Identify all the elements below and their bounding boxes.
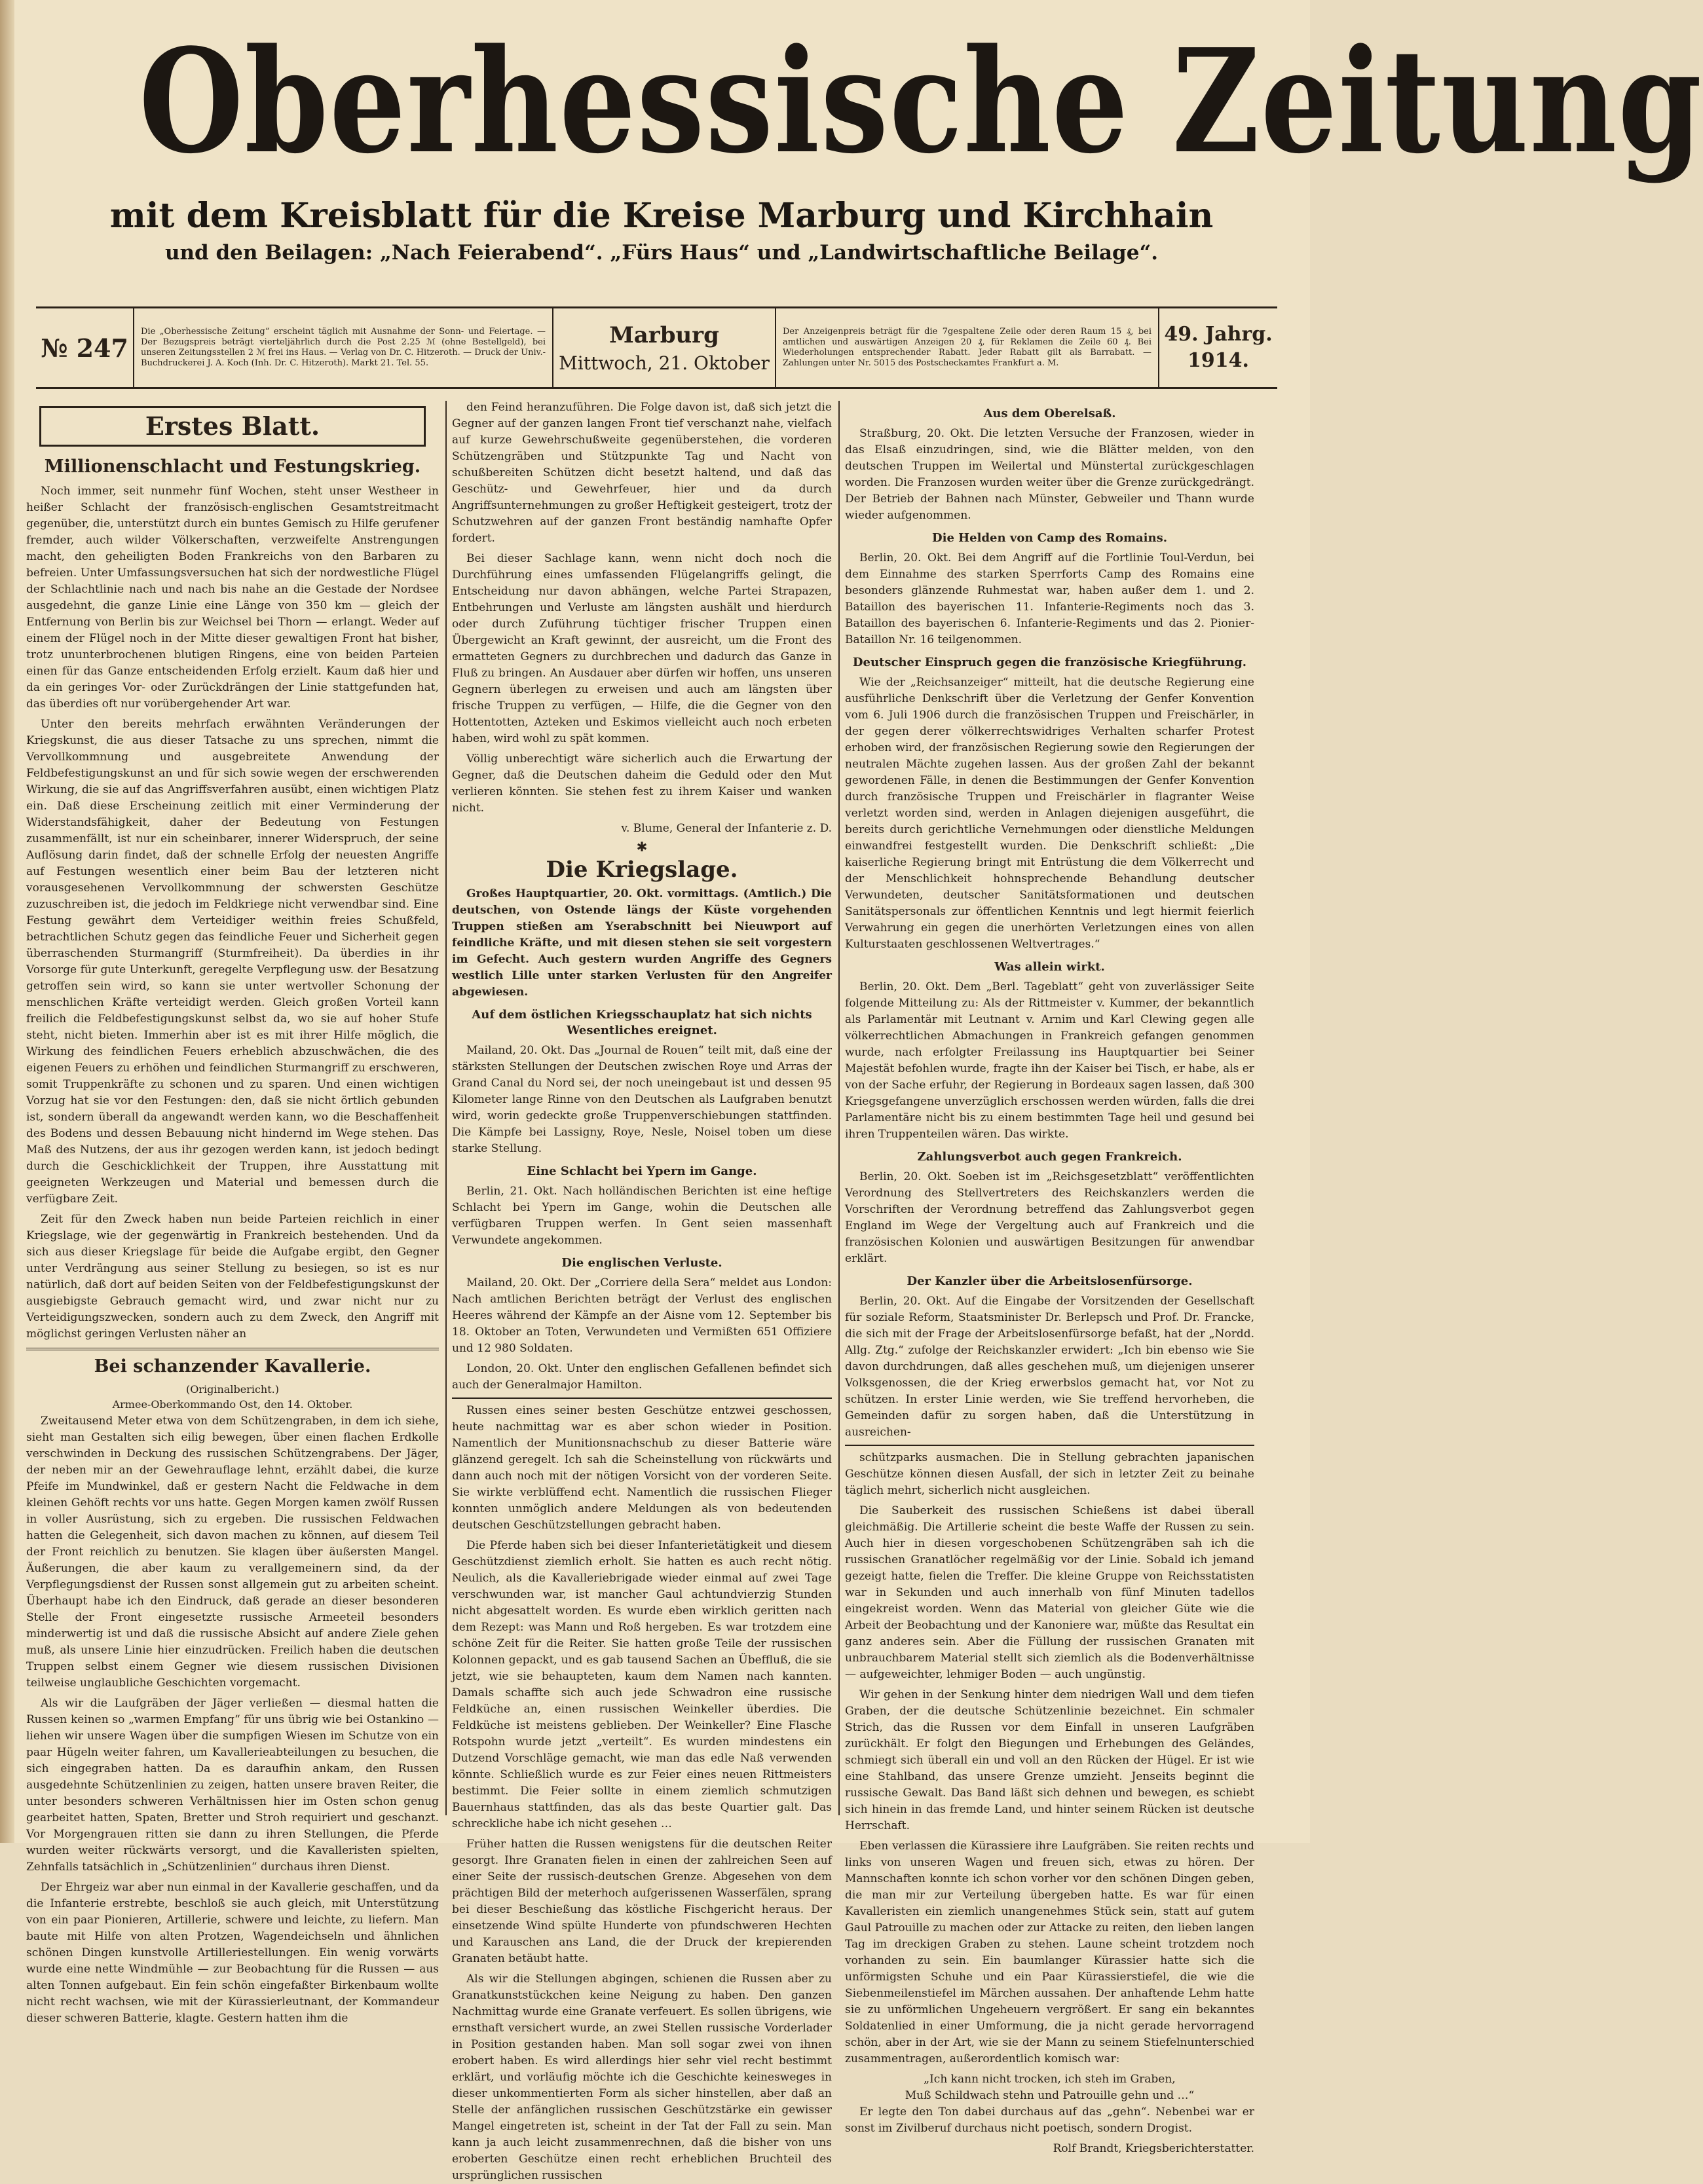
article-paragraph: Völlig unberechtigt wäre sicherlich auch die Erwartung der Gegner, daß die Deutschen daheim die Geduld oder den Mut verlieren könnten. Sie stehen fest zu ihrem Kaiser und wanken nicht. <box>452 752 832 815</box>
column-3 <box>845 399 1254 2155</box>
article-subheading: Aus dem Oberelsaß. <box>983 407 1116 420</box>
column-rule <box>838 401 840 1815</box>
article-paragraph: Als wir die Laufgräben der Jäger verließen — diesmal hatten die Russen keinen so „warmen Empfang“ für uns übrig wie bei Ostankino — liehen wir unsere Wagen über die sumpfigen Wiesen im Schutze von ein paar Hügeln weiter fahren, um Kavallerieabteilungen zu besuchen, die sich eingegraben hatten. Da es daraufhin ankam, den Russen ausgedehnte Schützenlinien zu zeigen, hatten unsere braven Reiter, die unter besonders schweren Verhältnissen hier im Osten schon genug gearbeitet hatten, Spaten, Bretter und Stroh requiriert und geschanzt. Vor Morgengrauen ritten sie dann zu ihren Stellungen, die Pferde wurden weiter rückwärts versorgt, und die Kavalleristen spielten, Zehnfalls tatsächlich in „Schützenlinien“ durchaus ihren Dienst. <box>26 1697 439 1874</box>
issue-date: Mittwoch, 21. Oktober <box>559 352 770 374</box>
article-paragraph: Noch immer, seit nunmehr fünf Wochen, steht unser Westheer in heißer Schlacht der französisch-englischen Gesamtstreitmacht gegenüber, die, unterstützt durch ein buntes Gemisch zu Hilfe gerufener fremder, auch wilder Völkerschaften, verzweifelte Anstrengungen macht, den geheiligten Boden Frankreichs von den Barbaren zu befreien. Unter Umfassungsversuchen hat sich der nordwestliche Flügel der Schlachtlinie nach und nach bis nahe an die Gestade der Nordsee ausgedehnt, die ganze Linie eine Länge von 350 km — gleich der Entfernung von Berlin bis zur Weichsel bei Thorn — erlangt. Weder auf einem der Flügel noch in der Mitte dieser gewaltigen Front hat bisher, trotz ununterbrochenen blutigen Ringens, eine von beiden Parteien einen für das Ganze entscheidenden Erfolg erzielt. Kaum daß hier und da ein geringes Vor- oder Zurückdrängen der Linie stattgefunden hat, das überdies oft nur vorübergehender Art war. <box>26 485 439 711</box>
divider <box>26 1348 439 1350</box>
divider <box>452 1397 832 1399</box>
issue-number: № 247 <box>36 308 134 387</box>
article-paragraph: Mailand, 20. Okt. Das „Journal de Rouen“ teilt mit, daß eine der stärksten Stellungen der Deutschen zwischen Roye und Arras der Grand Canal du Nord sei, der noch uneingebaut ist und dessen 95 Kilometer lange Rinne von den Deutschen als Laufgraben benutzt wird, worin gedeckte große Truppenverschiebungen stattfinden. Die Kämpfe bei Lassigny, Roye, Nesle, Noisel toben um diese starke Stellung. <box>452 1044 832 1155</box>
article-dateline: Armee-Oberkommando Ost, den 14. Oktober. <box>112 1398 353 1411</box>
article-signature: v. Blume, General der Infanterie z. D. <box>621 822 832 835</box>
poem-line: Muß Schildwach stehn und Patrouille gehn und …“ <box>905 2089 1195 2102</box>
newspaper-title: Oberhessische Zeitung <box>139 18 1703 185</box>
masthead <box>39 18 1703 266</box>
article-paragraph: den Feind heranzuführen. Die Folge davon ist, daß sich jetzt die Gegner auf der ganzen langen Front tief verschanzt nahe, vielfach auf kurze Gewehrschußweite gegenüberstehen, die vorderen Schützengräben und Stützpunkte Tag und Nacht von schußbereiten Schützen dicht besetzt haltend, und daß das Geschütz- und Gewehrfeuer, hier und da durch Angriffsunternehmungen zu großer Heftigkeit gesteigert, trotz der Schutzwehren auf der ganzen Front beständig namhafte Opfer fordert. <box>452 401 832 545</box>
article-headline: Millionenschlacht und Festungskrieg. <box>44 456 421 477</box>
issue-info-bar <box>36 306 1277 389</box>
article-paragraph: Er legte den Ton dabei durchaus auf das „gehn“. Nebenbei war er sonst im Zivilberuf durchaus nicht poetisch, sondern Drogist. <box>845 2105 1254 2135</box>
article-author: Rolf Brandt, Kriegsberichterstatter. <box>1053 2142 1254 2155</box>
column-2 <box>452 399 832 2182</box>
article-paragraph: Berlin, 20. Okt. Soeben ist im „Reichsgesetzblatt“ veröffentlichten Verordnung des Stellvertreters des Reichskanzlers werden die Vorschriften der Verordnung betreffend das Zahlungsverbot gegen England im Wege der Vergeltung auch auf Frankreich und die französischen Kolonien und auswärtigen Besitzungen für anwendbar erklärt. <box>845 1170 1254 1265</box>
article-paragraph: London, 20. Okt. Unter den englischen Gefallenen befindet sich auch der Generalmajor Hamilton. <box>452 1362 832 1392</box>
article-headline: Bei schanzender Kavallerie. <box>94 1356 371 1377</box>
publisher-note: Die „Oberhessische Zeitung“ erscheint täglich mit Ausnahme der Sonn- und Feiertage. — Der Bezugspreis beträgt vierteljährlich durch die Post 2.25 ℳ (ohne Bestellgeld), bei unseren Zeitungsstellen 2 ℳ frei ins Haus. — Verlag von Dr. C. Hitzeroth. — Druck der Univ.-Buchdruckerei J. A. Koch (Inh. Dr. C. Hitzeroth). Markt 21. Tel. 55. <box>134 308 553 387</box>
article-paragraph: Der Ehrgeiz war aber nun einmal in der Kavallerie geschaffen, und da die Infanterie erstrebte, beschloß sie auch gleich, mit Unterstützung von ein paar Pionieren, Artillerie, schwere und leichte, zu liefern. Man baute mit Hilfe von alten Protzen, Wagendeichseln und ähnlichen schönen Dingen kunstvolle Artilleriestellungen. Ein wenig vorwärts wurde eine nette Windmühle — zur Beobachtung für die Russen — aus alten Tonnen aufgebaut. Ein fein schön eingefaßter Birkenbaum wollte nicht recht wachsen, wie mit der Kürassierleutnant, der Kommandeur dieser schweren Batterie, klagte. Gestern hatten ihm die <box>26 1881 439 2025</box>
article-paragraph: Mailand, 20. Okt. Der „Corriere della Sera“ meldet aus London: Nach amtlichen Berichten beträgt der Verlust des englischen Heeres während der Kämpfe an der Aisne vom 12. September bis 18. Oktober an Toten, Verwundeten und Vermißten 651 Offiziere und 12 980 Soldaten. <box>452 1276 832 1355</box>
article-paragraph: Berlin, 20. Okt. Bei dem Angriff auf die Fortlinie Toul-Verdun, bei dem Einnahme des starken Sperrforts Camp des Romains eine besonders glänzende Ruhmestat war, haben außer dem 1. und 2. Bataillon des bayerischen 11. Infanterie-Regiments noch das 3. Bataillon des bayerischen 6. Infanterie-Regiments und das 2. Pionier-Bataillon Nr. 16 teilgenommen. <box>845 551 1254 646</box>
article-paragraph: Eben verlassen die Kürassiere ihre Laufgräben. Sie reiten rechts und links von unseren Wagen und freuen sich, etwas zu hören. Der Mannschaften konnte ich schon vorher vor den schönen Dingen geben, die man mir zur Verteilung übergeben hatte. Es war für einen Kavalleristen ein ziemlich unangenehmes Stück sein, statt auf gutem Gaul Patrouille zu machen oder zur Attacke zu reiten, den lieben langen Tag im dreckigen Graben zu stehen. Laune scheint trotzdem noch vorhanden zu sein. Ein baumlanger Kürassier hatte sich die unförmigsten Schuhe und ein Paar Kürassierstiefel, die wie die Siebenmeilenstiefel im Märchen aussahen. Der anhaftende Lehm hatte sie zu unförmlichen Ungeheuern vergrößert. Er sang ein bekanntes Soldatenlied in einer Umformung, die ja nicht gerade hervorragend schön, aber in der Art, wie sie der Mann zu seinem Stiefelnunterschied zusammentragen, außerordentlich komisch war: <box>845 1840 1254 2065</box>
article-subheading: Der Kanzler über die Arbeitslosenfürsorge. <box>907 1274 1193 1288</box>
article-headline: Die Kriegslage. <box>546 857 738 883</box>
article-subheading: Die Helden von Camp des Romains. <box>932 531 1167 545</box>
article-paragraph: Berlin, 20. Okt. Dem „Berl. Tageblatt“ geht von zuverlässiger Seite folgende Mitteilung zu: Als der Rittmeister v. Kummer, der bekanntlich als Parlamentär mit Leutnant v. Arnim und Karl Clewing gegen alle völkerrechtlichen Abmachungen in Frankreich gefangen genommen wurde, nach erfolgter Freilassung ins Hauptquartier bei Seiner Majestät befohlen wurde, fragte ihn der Kaiser bei Tisch, er habe, als er von der Sache erfuhr, der Regierung in Bordeaux sagen lassen, daß 300 Kriegsgefangene unverzüglich erschossen werden würden, falls die drei Parlamentäre nicht bis zu einem bestimmten Tage heil und gesund bei ihren Truppenteilen wären. Das wirkte. <box>845 980 1254 1141</box>
article-subheading: Auf dem östlichen Kriegsschauplatz hat sich nichts Wesentliches ereignet. <box>472 1008 812 1037</box>
volume: 49. Jahrg. <box>1164 323 1273 346</box>
article-paragraph: Als wir die Stellungen abgingen, schienen die Russen aber zu Granatkunststückchen keine Neigung zu haben. Den ganzen Nachmittag wurde eine Granate verfeuert. Es sollen übrigens, wie ernsthaft versichert wurde, an zwei Stellen russische Vorderlader in Position gestanden haben. Man soll sogar zwei von ihnen erobert haben. Es wird allerdings hier sehr viel recht bestimmt erklärt, und vorläufig möchte ich die Geschichte keinesweges in dieser unkommentierten Form als sicher hinstellen, aber daß an Stelle der anfänglichen russischen Geschützstärke ein gewisser Mangel eingetreten ist, scheint in der Tat der Fall zu sein. Man kann ja auch leicht zusammenrechnen, daß die bisher von uns eroberten Geschütze einen recht erheblichen Bruchteil des ursprünglichen russischen <box>452 1972 832 2182</box>
volume-year <box>1159 308 1277 387</box>
newspaper-supplements: und den Beilagen: „Nach Feierabend“. „Fürs Haus“ und „Landwirtschaftliche Beilage“. <box>164 241 1159 265</box>
article-subheading: Deutscher Einspruch gegen die französische Kriegführung. <box>852 656 1247 669</box>
city-name: Marburg <box>609 322 719 348</box>
poem-line: „Ich kann nicht trocken, ich steh im Graben, <box>924 2073 1176 2086</box>
section-head: Erstes Blatt. <box>39 406 426 447</box>
column-1 <box>26 399 439 2025</box>
article-paragraph: Zeit für den Zweck haben nun beide Parteien reichlich in einer Kriegslage, wie der gegenwärtig in Frankreich bestehenden. Und da sich aus dieser Kriegslage für beide die Aufgabe ergibt, den Gegner unter Verdrängung aus seiner Stellung zu besiegen, so ist es nur natürlich, daß dort auf beiden Seiten von der Feldbefestigungskunst der ausgiebigste Gebrauch gemacht wird, und zwar nicht nur zu Verteidigungszwecken, sondern auch zu dem Zweck, den Angriff mit möglichst geringen Verlusten näher an <box>26 1213 439 1341</box>
article-paragraph: Früher hatten die Russen wenigstens für die deutschen Reiter gesorgt. Ihre Granaten fielen in einen der zahlreichen Seen auf einer Seite der russisch-deutschen Grenze. Abgesehen von dem prächtigen Bild der meterhoch aufgerissenen Wasserfälen, sprang bei dieser Beschießung das köstliche Fischgericht heraus. Der einsetzende Wind spülte Hunderte von pfundschweren Hechten und Karauschen ans Land, die der Druck der krepierenden Granaten betäubt hatte. <box>452 1838 832 1965</box>
newspaper-subtitle: mit dem Kreisblatt für die Kreise Marburg und Kirchhain <box>109 196 1214 236</box>
article-paragraph: schützparks ausmachen. Die in Stellung gebrachten japanischen Geschütze können diesen Ausfall, der sich in letzter Zeit zu beinahe täglich mehrt, sicherlich nicht ausgleichen. <box>845 1451 1254 1497</box>
dateline-box <box>553 308 776 387</box>
article-paragraph: Wie der „Reichsanzeiger“ mitteilt, hat die deutsche Regierung eine ausführliche Denkschrift über die Verletzung der Genfer Konvention vom 6. Juli 1906 durch die französischen Truppen und Freischärler, in der gegen derer völkerrechtswidriges Verhalten scharfer Protest erhoben wird, der französischen Regierung sowie den Regierungen der neutralen Mächte zugehen lassen. Aus der großen Zahl der bekannt gewordenen Fälle, in denen die Bestimmungen der Genfer Konvention durch französische Truppen und Freischärler in flagranter Weise verletzt worden sind, werden in Anlagen diejenigen ausgeführt, die bereits durch gerichtliche Vernehmungen oder dienstliche Meldungen einwandfrei festgestellt wurden. Die Denkschrift schließt: „Die kaiserliche Regierung bringt mit Entrüstung die dem Völkerrecht und der Menschlichkeit hohnsprechende Behandlung deutscher Verwundeten, deutscher Sanitätsformationen und deutschen Sanitätspersonals zur öffentlichen Kenntnis und legt hiermit feierlich Verwahrung ein gegen die unerhörten Verletzungen eines von allen Kulturstaaten geschlossenen Weltvertrages.“ <box>845 676 1254 951</box>
article-paragraph: Bei dieser Sachlage kann, wenn nicht doch noch die Durchführung eines umfassenden Flügelangriffs gelingt, die Entscheidung nur davon abhängen, welche Partei Strapazen, Entbehrungen und Verluste am längsten aushält und hierdurch oder durch Zuführung tüchtiger frischer Truppen einen Übergewicht an Kraft gewinnt, der ausreicht, um die Front des ermatteten Gegners zu durchbrechen und dadurch das Ganze in Fluß zu bringen. An Ausdauer aber dürfen wir hoffen, uns unseren Gegnern überlegen zu erweisen und auch am längsten über frische Truppen zu verfügen, — Hilfe, die die Gegner von den Hottentotten, Azteken und Eskimos vielleicht auch noch erbeten haben, wird wohl zu spät kommen. <box>452 552 832 745</box>
article-paragraph: Russen eines seiner besten Geschütze entzwei geschossen, heute nachmittag war es aber schon wieder in Position. Namentlich der Munitionsnachschub zu dieser Batterie wäre glänzend geregelt. Ich sah die Scheinstellung von rückwärts und dann auch noch mit der nötigen Vorsicht von der vorderen Seite. Sie wirkte verblüffend echt. Namentlich die russischen Flieger konnten unmöglich andere Meldungen als von bedeutenden deutschen Geschützstellungen gebracht haben. <box>452 1404 832 1532</box>
article-paragraph: Zweitausend Meter etwa von dem Schützengraben, in dem ich siehe, sieht man Gestalten sich eilig bewegen, über einen flachen Erdkolle verschwinden in Deckung des russischen Schützengrabens. Der Jäger, der neben mir an der Gewehrauflage lehnt, erzählt dabei, die kurze Pfeife im Mundwinkel, daß er gestern Nacht die Feldwache in dem kleinen Gehöft rechts vor uns hatte. Gegen Morgen kamen zwölf Russen in voller Ausrüstung, sich zu ergeben. Die russischen Feldwachen hatten die Gelegenheit, sich davon machen zu können, auf diesem Teil der Front reichlich zu benutzen. Sie klagen über äußersten Mangel. Äußerungen, die aber kaum zu verallgemeinern sind, da der Verpflegungsdienst der Russen sonst allgemein gut zu arbeiten scheint. Überhaupt habe ich den Eindruck, daß gerade an dieser besonderen Stelle der Front eingesetzte russische Armeeteil besonders minderwertig ist und daß die russische Absicht auf andere Ziele gehen muß, als unsere Linie hier einzudrücken. Freilich haben die deutschen Truppen selbst einem Gegner wie diesem russischen Divisionen teilweise unglaubliche Geschichten vorgemacht. <box>26 1415 439 1690</box>
column-rule <box>445 401 447 1815</box>
article-subheading: Eine Schlacht bei Ypern im Gange. <box>527 1164 757 1178</box>
article-paragraph: Wir gehen in der Senkung hinter dem niedrigen Wall und dem tiefen Graben, der die deutsche Schützenlinie bezeichnet. Ein schmaler Strich, das die Russen vor dem Einfall in unseren Laufgräben zurückhält. Er folgt den Biegungen und Erhebungen des Geländes, schmiegt sich überall ein und voll an den Rücken der Hügel. Er ist wie eine Stahlband, das unsere Grenze umzieht. Jenseits beginnt die russische Gewalt. Das Band läßt sich dehnen und bewegen, es schiebt sich hinein in das fremde Land, und hinter seinem Rücken ist deutsche Herrschaft. <box>845 1688 1254 1832</box>
article-paragraph: Die Sauberkeit des russischen Schießens ist dabei überall gleichmäßig. Die Artillerie scheint die beste Waffe der Russen zu sein. Auch hier in diesen vorgeschobenen Schützengräben sah ich die russischen Granatlöcher regelmäßig vor der Linie. Sobald ich jemand gezeigt hatte, fielen die Treffer. Die kleine Gruppe von Reichsstatisten war in Sekunden und auch innerhalb von fünf Minuten tadellos eingekreist worden. Wenn das Material von gleicher Güte wie die Arbeit der Beobachtung und der Kanoniere war, müßte das Resultat ein ganz anderes sein. Aber die Füllung der russischen Granaten mit unbrauchbarem Material stellt sich ziemlich als die Bodenverhältnisse — aufgeweichter, lehmiger Boden — auch ungünstig. <box>845 1504 1254 1681</box>
article-subheading: Zahlungsverbot auch gegen Frankreich. <box>917 1150 1182 1164</box>
article-subheading: (Originalbericht.) <box>186 1383 279 1396</box>
article-paragraph: Unter den bereits mehrfach erwähnten Veränderungen der Kriegskunst, die aus dieser Tatsache zu uns sprechen, nimmt die Vervollkommnung und ausgebreitete Anwendung der Feldbefestigungskunst an und für sich sowie wegen der erschwerenden Wirkung, die sie auf das Angriffsverfahren ausübt, einen wichtigen Platz ein. Daß diese Erscheinung zeitlich mit einer Verminderung der Widerstandsfähigkeit, daher der Bedeutung von Festungen zusammenfällt, ist nur ein scheinbarer, innerer Widerspruch, der seine Auflösung darin findet, daß der schnelle Erfolg der neuesten Angriffe auf Festungen wesentlich einer beim Bau der letzteren nicht vorausgesehenen Vervollkommnung der schwersten Geschütze zuzuschreiben ist, die jedoch im Feldkriege nicht verwendbar sind. Eine Festung gewährt dem Verteidiger weithin freies Schußfeld, betrachtlichen Schutz gegen das feindliche Feuer und Sicherheit gegen überraschenden Sturmangriff (Sturmfreiheit). Da überdies in ihr Vorsorge für gute Unterkunft, geregelte Verpflegung usw. der Besatzung getroffen sein wird, so kann sie unter wertvoller Schonung der menschlichen Kräfte verteidigt werden. Gleich großen Vorteil kann freilich die Feldbefestigungskunst selbst da, wo sie auf hoher Stufe steht, nicht bieten. Immerhin aber ist es mit ihrer Hilfe möglich, die Wirkung des feindlichen Feuers erheblich abzuschwächen, die des eigenen Feuers zu erhöhen und feindlichen Sturmangriff zu erschweren, somit Truppenkräfte zu schonen und zu sparen. Und einen wichtigen Vorzug hat sie vor den Festungen: den, daß sie nicht örtlich gebunden ist, sondern überall da angewandt werden kann, wo die Beschaffenheit des Bodens und dessen Bebauung nicht hindernd im Wege stehen. Das Maß des Nutzens, der aus ihr gezogen werden kann, ist jedoch bedingt durch die Geschicklichkeit der Truppen, ihre Ausstattung mit geeigneten Werkzeugen und Material und bemessen durch die verfügbare Zeit. <box>26 718 439 1206</box>
article-paragraph: Berlin, 21. Okt. Nach holländischen Berichten ist eine heftige Schlacht bei Ypern im Gange, wohin die Deutschen alle verfügbaren Truppen werfen. In Gent seien massenhaft Verwundete angekommen. <box>452 1185 832 1247</box>
divider <box>845 1445 1254 1446</box>
advertising-note: Der Anzeigenpreis beträgt für die 7gespaltene Zeile oder deren Raum 15 ₰, bei amtlichen und auswärtigen Anzeigen 20 ₰, für Reklamen die Zeile 60 ₰. Bei Wiederholungen entsprechender Rabatt. Jeder Rabatt gilt als Barrabatt. — Zahlungen unter Nr. 5015 des Postscheckamtes Frankfurt a. M. <box>776 308 1159 387</box>
article-paragraph: Die Pferde haben sich bei dieser Infanterietätigkeit und diesem Geschützdienst ziemlich erholt. Sie hatten es auch recht nötig. Neulich, als die Kavalleriebrigade wieder einmal auf zwei Tage verschwunden war, ist mancher Gaul achtundvierzig Stunden nicht abgesattelt worden. Es wurde eben wirklich geritten nach dem Rezept: was Mann und Roß hergeben. Es war trotzdem eine schöne Zeit für die Reiter. Sie hatten große Teile der russischen Kolonnen gepackt, und es gab tausend Sachen an Übeffluß, die sie jetzt, wie sie behaupteten, kaum dem Namen nach kannten. Damals schaffte sich auch jede Schwadron eine russische Feldküche an, einen russischen Weinkeller überdies. Die Feldküche ist meistens geblieben. Der Weinkeller? Eine Flasche Rotspohn wurde jetzt „verteilt“. Es wurden mindestens ein Dutzend Vorschläge gemacht, wie man das edle Naß verwenden könnte. Schließlich wurde es zur Feier eines neuen Rittmeisters bestimmt. Die Feier sollte in einem ziemlich schmutzigen Bauernhaus stattfinden, das als das beste Quartier galt. Das schreckliche habe ich nicht gesehen … <box>452 1539 832 1830</box>
page-edge <box>0 0 14 1843</box>
article-paragraph: Straßburg, 20. Okt. Die letzten Versuche der Franzosen, wieder in das Elsaß einzudringen, sind, wie die Blätter melden, von den deutschen Truppen im Weilertal und Münstertal zurückgeschlagen worden. Die Franzosen wurden weiter über die Grenze zurückgedrängt. Der Betrieb der Bahnen nach Münster, Gebweiler und Thann wurde wieder aufgenommen. <box>845 427 1254 522</box>
article-subheading: Die englischen Verluste. <box>561 1256 722 1270</box>
article-paragraph: Berlin, 20. Okt. Auf die Eingabe der Vorsitzenden der Gesellschaft für soziale Reform, Staatsminister Dr. Berlepsch und Prof. Dr. Francke, die sich mit der Frage der Arbeitslosenfürsorge befaßt, hat der „Nordd. Allg. Ztg.“ zufolge der Reichskanzler erwidert: „Ich bin ebenso wie Sie davon durchdrungen, daß alles geschehen muß, um diejenigen unserer Volksgenossen, die der Krieg erwerbslos gemacht hat, vor Not zu schützen. In erster Linie werden, wie Sie treffend hervorheben, die Gemeinden dafür zu sorgen haben, daß die Unterstützung in ausreichen- <box>845 1295 1254 1439</box>
article-paragraph: Großes Hauptquartier, 20. Okt. vormittags. (Amtlich.) Die deutschen, von Ostende längs der Küste vorgehenden Truppen stießen am Yserabschnitt bei Nieuwport auf feindliche Kräfte, und mit diesen stehen sie seit vorgestern im Gefecht. Auch gestern wurden Angriffe des Gegners westlich Lille unter starken Verlusten für den Angreifer abgewiesen. <box>452 887 832 999</box>
star-ornament: ✱ <box>636 839 648 855</box>
article-subheading: Was allein wirkt. <box>994 960 1105 974</box>
year: 1914. <box>1188 349 1249 372</box>
